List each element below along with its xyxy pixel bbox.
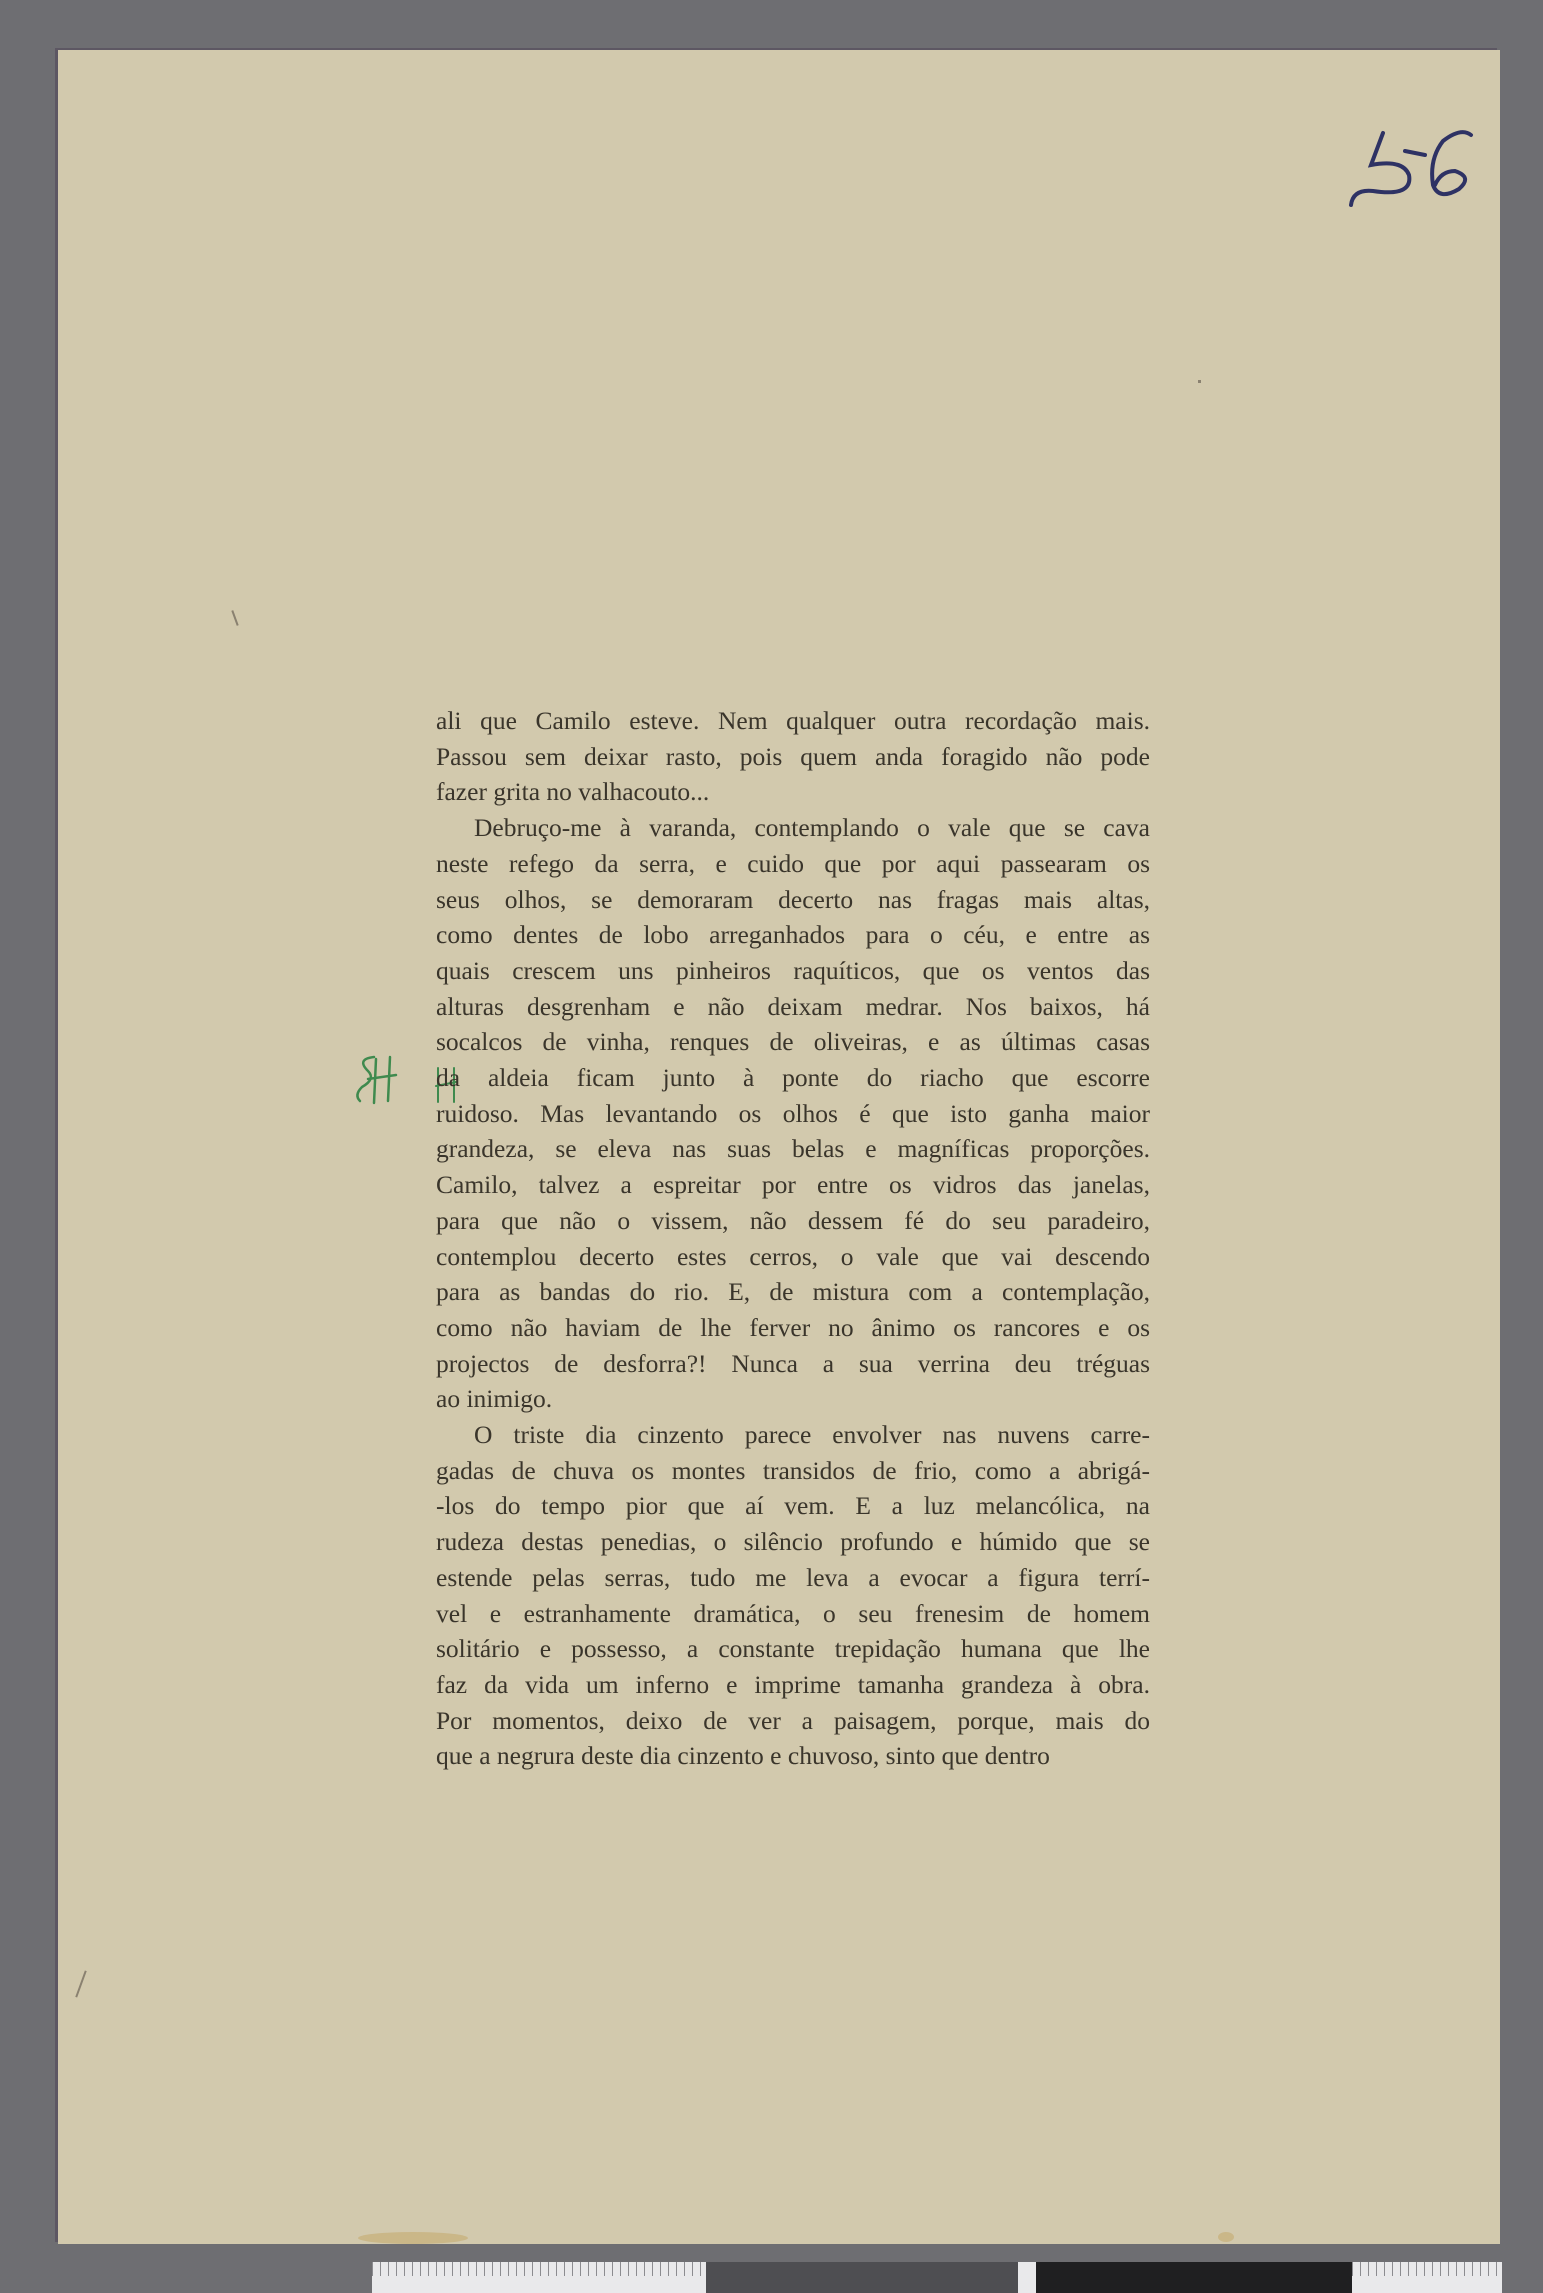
text-line: ao inimigo. (436, 1384, 553, 1414)
gray-card-segment (706, 2262, 1018, 2293)
text-line: grandeza, se eleva nas suas belas e magníficas proporções. (436, 1134, 1150, 1164)
text-line: ruidoso. Mas levantando os olhos é que isto ganha maior (436, 1098, 1150, 1128)
paper-speck (75, 1971, 86, 1998)
text-line: estende pelas serras, tudo me leva a evocar a figura terrí- (436, 1562, 1150, 1592)
text-line: vel e estranhamente dramática, o seu frenesim de homem (436, 1598, 1150, 1628)
text-line: seus olhos, se demoraram decerto nas fragas mais altas, (436, 884, 1150, 914)
text-line: rudeza destas penedias, o silêncio profundo e húmido que se (436, 1527, 1150, 1557)
text-line: como não haviam de lhe ferver no ânimo os rancores e os (436, 1312, 1150, 1342)
text-line: para as bandas do rio. E, de mistura com a contemplação, (436, 1277, 1150, 1307)
text-line: para que não o vissem, não dessem fé do seu paradeiro, (436, 1205, 1150, 1235)
paper-stain (1218, 2232, 1234, 2242)
text-line: Camilo, talvez a espreitar por entre os vidros das janelas, (436, 1170, 1150, 1200)
text-line: da aldeia ficam junto à ponte do riacho que escorre (436, 1063, 1150, 1093)
paper-stain (358, 2232, 468, 2244)
text-line: socalcos de vinha, renques de oliveiras, e as últimas casas (436, 1027, 1150, 1057)
body-text (436, 703, 1150, 1774)
text-line: -los do tempo pior que aí vem. E a luz melancólica, na (436, 1491, 1150, 1521)
scale-ruler-segment (372, 2262, 706, 2293)
paper-speck (231, 610, 238, 626)
annotation-glyph (352, 1053, 398, 1105)
text-line: solitário e possesso, a constante trepidação humana que lhe (436, 1634, 1150, 1664)
paragraph (436, 703, 1150, 810)
text-line: como dentes de lobo arreganhados para o céu, e entre as (436, 920, 1150, 950)
paragraph (436, 810, 1150, 1417)
text-line: contemplou decerto estes cerros, o vale que vai descendo (436, 1241, 1150, 1271)
text-line: faz da vida um inferno e imprime tamanha grandeza à obra. (436, 1669, 1150, 1699)
text-line: que a negrura deste dia cinzento e chuvoso, sinto que dentro (436, 1741, 1050, 1771)
text-line: O triste dia cinzento parece envolver nas nuvens carre- (474, 1420, 1150, 1450)
scale-ruler-segment (1018, 2262, 1036, 2293)
scale-ruler-segment (1352, 2262, 1502, 2293)
paragraph (436, 1417, 1150, 1774)
text-line: Por momentos, deixo de ver a paisagem, porque, mais do (436, 1705, 1150, 1735)
text-line: Passou sem deixar rasto, pois quem anda foragido não pode (436, 741, 1150, 771)
text-line: ali que Camilo esteve. Nem qualquer outra recordação mais. (436, 706, 1150, 735)
text-line: gadas de chuva os montes transidos de frio, como a abrigá- (436, 1455, 1150, 1485)
page-number-glyph (1343, 125, 1493, 215)
text-line: neste refego da serra, e cuido que por aqui passearam os (436, 848, 1150, 878)
paper-speck (1198, 380, 1201, 383)
text-line: projectos de desforra?! Nunca a sua verrina deu tréguas (436, 1348, 1150, 1378)
text-line: quais crescem uns pinheiros raquíticos, que os ventos das (436, 955, 1150, 985)
handwritten-page-number (1343, 125, 1493, 215)
text-line: Debruço-me à varanda, contemplando o vale que se cava (474, 813, 1150, 843)
black-card-segment (1036, 2262, 1352, 2293)
margin-annotation (352, 1053, 398, 1105)
text-line: alturas desgrenham e não deixam medrar. Nos baixos, há (436, 991, 1150, 1021)
text-line: fazer grita no valhacouto... (436, 777, 710, 807)
